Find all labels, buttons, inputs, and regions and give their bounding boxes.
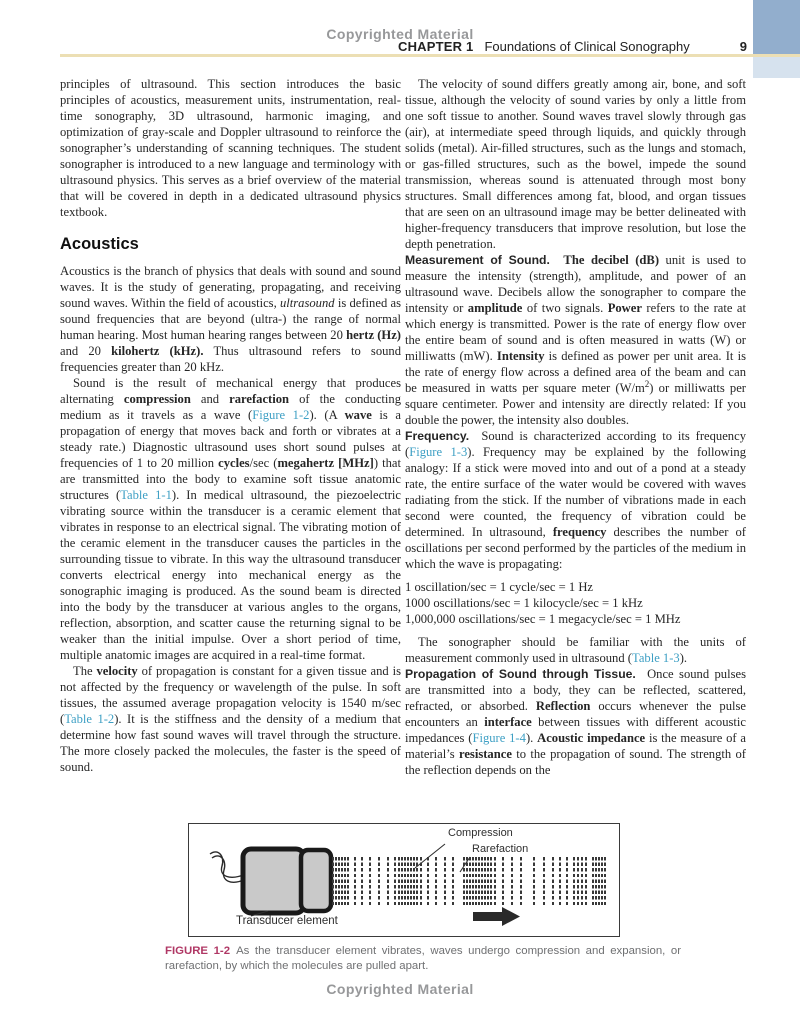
wave-column — [581, 857, 583, 907]
direction-arrow-icon — [473, 907, 520, 926]
cross-reference-link[interactable]: Table 1-1 — [120, 488, 172, 502]
paragraph: principles of ultrasound. This section introduces the basic principles of acoustics, measurement units, instrumentation, real-time sonography, 3D ultrasound, harmonic imaging, and optimization of gray-scale and Doppler ultrasound to reinforce the sonographer’s understanding of scanning techniques. The student sonographer is introduced to a new language and terminology with ultrasound physics. This serves as a brief overview of the material that will be covered in depth in a dedicated ultrasound physics textbook. — [60, 77, 401, 219]
wave-column — [347, 857, 349, 907]
wave-column — [401, 857, 403, 907]
wave-column — [404, 857, 406, 907]
wave-column — [566, 857, 568, 907]
wave-column — [484, 857, 486, 907]
section-heading: Acoustics — [60, 235, 139, 253]
wave-column — [407, 857, 409, 907]
copyright-notice-bottom: Copyrighted Material — [326, 981, 474, 997]
wave-column — [427, 857, 429, 907]
header-rule — [60, 54, 800, 57]
wave-column — [577, 857, 579, 907]
paragraph: Acoustics is the branch of physics that deals with sound and sound waves. It is the study of generating, propagating, and receiving sound waves. Within the field of acoustics, ultrasound is defined as sound frequencies that are beyond (ultra-) the range of normal human hearing. Most human hearing ranges between 20 hertz (Hz) and 20 kilohertz (kHz). Thus ultrasound refers to sound frequencies greater than 20 kHz. — [60, 264, 402, 374]
wave-column — [332, 857, 334, 907]
paragraph: Sound is the result of mechanical energy that produces alternating compression and rarefaction of the conducting medium as it travels as a wave (Figure 1-2). (A wave is a propagation of energy that moves back and forth or vibrates at a steady rate.) Diagnostic ultrasound uses short sound pulses at frequencies of 1 to 20 million cycles/sec (megahertz [MHz]) that are transmitted into the body to examine soft tissue anatomic structures (Table 1-1). In medical ultrasound, the piezoelectric vibrating source within the transducer is a ceramic element that vibrates in response to an electrical signal. The vibrating motion of the ceramic element in the transducer causes the particles in the surrounding tissue to vibrate. In this way the ultrasound transducer converts electrical energy into mechanical energy as the sonographic imaging is produced. As the sound beam is directed into the body by the transducer at various angles to the organs, reflection, absorption, and scatter cause the returning signal to be weaker than the initial impulse. Over a short period of time, multiple anatomic images are acquired in a real-time format. — [60, 376, 402, 662]
cross-reference-link[interactable]: Figure 1-4 — [472, 731, 526, 745]
wave-column — [435, 857, 437, 907]
wave-column — [604, 857, 606, 907]
wave-column — [601, 857, 603, 907]
wave-column — [452, 857, 454, 907]
wave-column — [543, 857, 545, 907]
paragraph: The velocity of propagation is constant for a given tissue and is not affected by the frequency or wavelength of the pulse. In soft tissues, the assumed average propagation velocity is 1540 m/sec (Table 1-2). It is the stiffness and the density of a medium that determine how fast sound waves will travel through the structure. The more closely packed the molecules, the faster is the speed of sound. — [60, 664, 401, 774]
wave-column — [466, 857, 468, 907]
wave-column — [533, 857, 535, 907]
chapter-title: Foundations of Clinical Sonography — [484, 39, 690, 54]
wave-column — [398, 857, 400, 907]
corner-accent-light — [753, 57, 800, 78]
wave-column — [487, 857, 489, 907]
wave-column — [361, 857, 363, 907]
wave-column — [469, 857, 471, 907]
wave-column — [416, 857, 418, 907]
wave-column — [444, 857, 446, 907]
text-column-left — [60, 76, 401, 775]
wave-column — [394, 857, 396, 907]
cross-reference-link[interactable]: Table 1-3 — [632, 651, 680, 665]
wave-column — [413, 857, 415, 907]
wave-column — [410, 857, 412, 907]
wave-column — [511, 857, 513, 907]
wave-column — [354, 857, 356, 907]
wave-column — [463, 857, 465, 907]
page-header — [398, 39, 747, 54]
wave-column — [494, 857, 496, 907]
wave-pattern — [189, 857, 621, 907]
paragraph: Propagation of Sound through Tissue. Once sound pulses are transmitted into a body, they can be reflected, scattered, refracted, or absorbed. Reflection occurs whenever the pulse encounters an interface between tissues with different acoustic impedances (Figure 1-4). Acoustic impedance is the measure of a material’s resistance to the propagation of sound. The strength of the reflection depends on the — [405, 667, 747, 777]
wave-column — [573, 857, 575, 907]
figure-caption-text: As the transducer element vibrates, waves undergo compression and expansion, or rarefaction, by which the molecules are pulled apart. — [165, 945, 681, 972]
paragraph: Measurement of Sound. The decibel (dB) unit is used to measure the intensity (strength), amplitude, and power of an ultrasound wave. Decibels allow the sonographer to compare the intensity or amplitude of two signals. Power refers to the rate at which energy is transmitted. Power is the rate of energy flow over the entire beam of sound and is often measured in watts (W) or milliwatts (mW). Intensity is defined as power per unit area. It is the rate of energy flow across a defined area of the beam and can be measured in watts per square meter $(W/m^2)$ or milliwatts per square centimeter. Power and intensity are directly related: If you double the power, the intensity also doubles. — [405, 253, 747, 427]
figure-caption — [165, 944, 681, 973]
corner-accent-dark — [753, 0, 800, 54]
wave-column — [341, 857, 343, 907]
wave-column — [378, 857, 380, 907]
equation-block: 1 oscillation/sec = 1 cycle/sec = 1 Hz 1000 oscillations/sec = 1 kilocycle/sec = 1 kHz 1,000,000 oscillations/sec = 1 megacycle/sec = 1 MHz — [405, 580, 681, 626]
paragraph: The velocity of sound differs greatly among air, bone, and soft tissue, although the velocity of sound varies by only a little from one soft tissue to another. Sound waves travel slowly through gas (air), at intermediate speed through liquids, and quickly through solids (metal). Air-filled structures, such as the lungs and stomach, or gas-filled structures, such as the bowel, impede the sound transmission, whereas sound is attenuated through most bony structures. Small differences among fat, blood, and organ tissues that are seen on an ultrasound image may be better delineated with higher-frequency transducers that improve resolution, but lose the depth penetration. — [405, 77, 746, 251]
wave-column — [472, 857, 474, 907]
paragraph: Frequency. Sound is characterized according to its frequency (Figure 1-3). Frequency may be explained by the following analogy: If a stick were moved into and out of a pond at a steady rate, the entire surface of the water would be covered with waves radiating from the stick. If the number of vibrations made in each second were counted, the frequency of vibration could be determined. In ultrasound, frequency describes the number of oscillations per second performed by the particles of the medium in which the wave is propagating: — [405, 429, 746, 571]
cross-reference-link[interactable]: Figure 1-2 — [252, 408, 310, 422]
wave-column — [598, 857, 600, 907]
wave-column — [585, 857, 587, 907]
wave-column — [335, 857, 337, 907]
chapter-label: CHAPTER 1 — [398, 39, 474, 54]
wave-column — [420, 857, 422, 907]
wave-column — [559, 857, 561, 907]
figure-label-rarefaction: Rarefaction — [472, 843, 529, 855]
wave-column — [478, 857, 480, 907]
wave-column — [481, 857, 483, 907]
wave-column — [502, 857, 504, 907]
wave-column — [387, 857, 389, 907]
figure-label-compression: Compression — [448, 827, 513, 839]
wave-column — [490, 857, 492, 907]
wave-column — [338, 857, 340, 907]
cross-reference-link[interactable]: Figure 1-3 — [409, 445, 468, 459]
figure-label-transducer: Transducer element — [236, 915, 338, 927]
wave-column — [592, 857, 594, 907]
wave-column — [520, 857, 522, 907]
text-column-right — [405, 76, 746, 778]
figure-caption-label: FIGURE 1-2 — [165, 945, 231, 957]
page-number: 9 — [739, 39, 747, 54]
wave-column — [475, 857, 477, 907]
paragraph: The sonographer should be familiar with the units of measurement commonly used in ultrasound (Table 1-3). — [405, 635, 746, 665]
wave-column — [344, 857, 346, 907]
wave-column — [595, 857, 597, 907]
copyright-notice-top: Copyrighted Material — [326, 26, 474, 42]
wave-column — [552, 857, 554, 907]
wave-column — [369, 857, 371, 907]
cross-reference-link[interactable]: Table 1-2 — [64, 712, 115, 726]
figure-1-2 — [188, 823, 620, 937]
